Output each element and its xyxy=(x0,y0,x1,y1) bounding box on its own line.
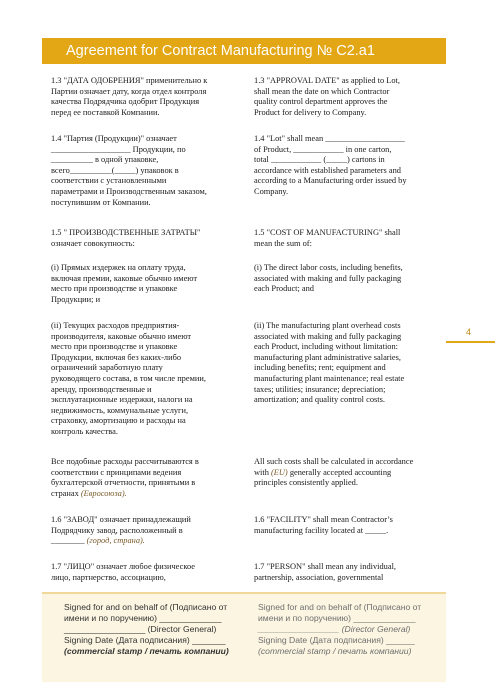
ru-clause-1-5-ii: (ii) Текущих расходов предприятия- производителя, каковые обычно имеют место при производстве и упаковке Продукции, включая без каких-либо ограничений заработную плату руководящего состава, в том числе премии, аренду, производственные и эксплуатационные издержки, налоги на недвижимость, коммунальные услуги, страховку, амортизацию и расходы на контроль качества. xyxy=(51,321,206,436)
ru-clause-1-3: 1.3 "ДАТА ОДОБРЕНИЯ" применительно к Партии означает дату, когда отдел контроля качества Подрядчика одобрит Продукция перед ее поставкой Компании. xyxy=(51,76,208,117)
en-clause-1-6: 1.6 "FACILITY" shall mean Contractor’s manufacturing facility located at _____. xyxy=(254,515,393,535)
page-number: 4 xyxy=(466,327,472,337)
ru-clause-1-6: 1.6 "ЗАВОД" означает принадлежащий Подрядчику завод, расположенный в ________ (город, страна). xyxy=(51,515,191,546)
signature-footer xyxy=(42,592,446,682)
en-clause-1-4: 1.4 "Lot" shall mean ___________________ of Product, ____________ in one carton, total ____________ (_____) cartons in accordance with established parameters and according to a Manufacturing order issued by Company. xyxy=(254,134,407,196)
signature-block-company: Signed for and on behalf of (Подписано от имени и по поручению) _____________ _________________ (Director General) Signing Date (Дата подписания) _______ (commercial stamp / печать компании) xyxy=(64,602,254,657)
en-clause-1-5: 1.5 "COST OF MANUFACTURING" shall mean the sum of: xyxy=(254,228,401,248)
ru-clause-1-4: 1.4 "Партия (Продукции)" означает ___________________ Продукции, по __________ в одной упаковке, всего__________(_____) упаковок в соответствии с установленными параметрами и Производственным заказом, поступившим от Компании. xyxy=(51,134,207,207)
en-clause-1-7: 1.7 "PERSON" shall mean any individual, partnership, association, governmental xyxy=(254,562,396,582)
ru-clause-1-5: 1.5 " ПРОИЗВОДСТВЕННЫЕ ЗАТРАТЫ" означает совокупность: xyxy=(51,228,201,248)
en-clause-1-3: 1.3 "APPROVAL DATE" as applied to Lot, shall mean the date on which Contractor quality control department approves the Product for delivery to Company. xyxy=(254,76,400,117)
en-clause-1-5-ii: (ii) The manufacturing plant overhead costs associated with making and fully packaging each Product, including without limitation: manufacturing plant administrative salaries, including benefits; rent; equipment and manufacturing plant maintenance; real estate taxes; utilities; insurance; depreciation; amortization; and quality control costs. xyxy=(254,321,405,405)
stamp-label: (commercial stamp / печать компании) xyxy=(64,646,229,656)
ru-clause-1-7: 1.7 "ЛИЦО" означает любое физическое лицо, партнерство, ассоциацию, xyxy=(51,562,195,582)
en-clause-1-5-i: (i) The direct labor costs, including benefits, associated with making and fully packaging each Product; and xyxy=(254,263,403,294)
ru-accounting-paragraph: Все подобные расходы рассчитываются в соответствии с принципами ведения бухгалтерской отчетности, принятыми в странах (Евросоюза). xyxy=(51,457,199,498)
stamp-label: (commercial stamp / печать компании) xyxy=(258,646,412,656)
page-number-rule xyxy=(446,341,495,343)
en-accounting-paragraph: All such costs shall be calculated in accordance with (EU) generally accepted accounting principles consistently applied. xyxy=(254,457,414,488)
signature-block-contractor: Signed for and on behalf of (Подписано от имени и по поручению) _____________ _________________ (Director General) Signing Date (Дата подписания) ______ (commercial stamp / печать компании) xyxy=(258,602,444,657)
document-title: Agreement for Contract Manufacturing № C2.a1 xyxy=(66,43,375,59)
ru-clause-1-5-i: (i) Прямых издержек на оплату труда, включая премии, каковые обычно имеют место при производстве и упаковке Продукции; и xyxy=(51,263,198,304)
